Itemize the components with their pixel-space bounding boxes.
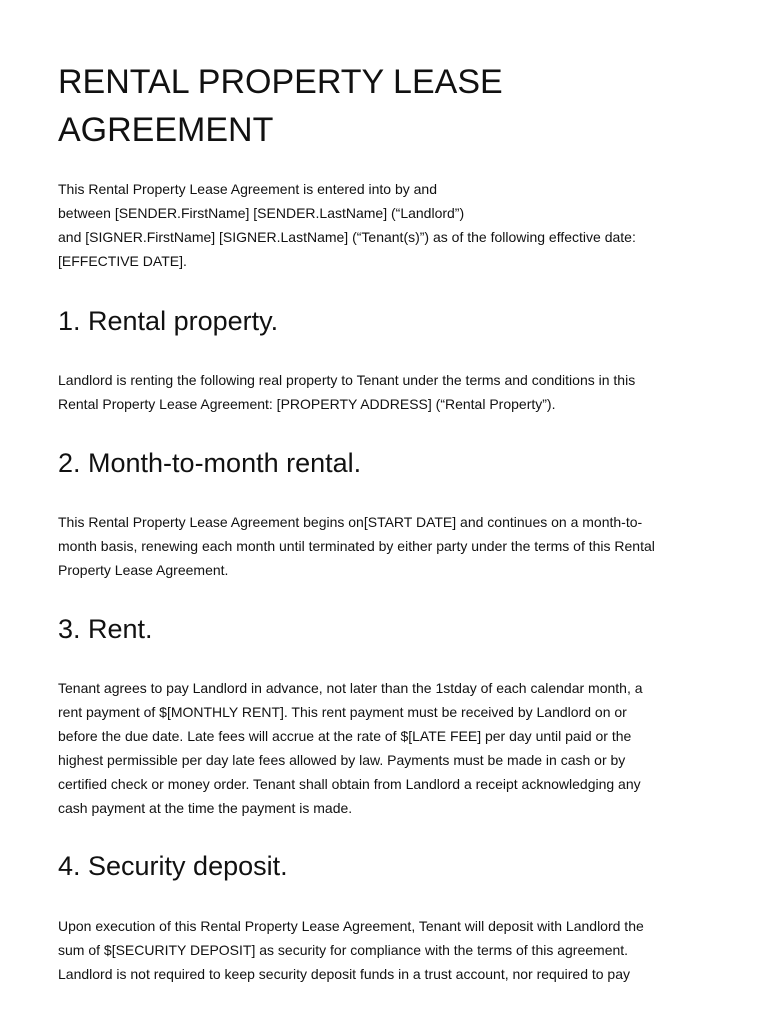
text-line: [EFFECTIVE DATE]. xyxy=(58,253,187,269)
text-line: and [SIGNER.FirstName] [SIGNER.LastName] (“Tenant(s)”) as of the following effective date: xyxy=(58,229,636,245)
text-line: Rental Property Lease Agreement: [PROPERTY ADDRESS] (“Rental Property”). xyxy=(58,396,556,412)
text-line: cash payment at the time the payment is made. xyxy=(58,800,353,816)
text-line: Tenant agrees to pay Landlord in advance, not later than the 1stday of each calendar month, a xyxy=(58,680,643,696)
section-body-rental-property xyxy=(58,368,718,416)
text-line: before the due date. Late fees will accrue at the rate of $[LATE FEE] per day until paid or the xyxy=(58,728,632,744)
text-line: certified check or money order. Tenant shall obtain from Landlord a receipt acknowledging any xyxy=(58,776,641,792)
text-line: Landlord is renting the following real property to Tenant under the terms and conditions in this xyxy=(58,372,636,388)
text-line: This Rental Property Lease Agreement begins on[START DATE] and continues on a month-to- xyxy=(58,514,643,530)
section-heading-rent: 3. Rent. xyxy=(58,614,153,644)
section-heading-month-to-month: 2. Month-to-month rental. xyxy=(58,448,362,478)
section-body-rent xyxy=(58,676,718,820)
text-line: between [SENDER.FirstName] [SENDER.LastName] (“Landlord”) xyxy=(58,205,465,221)
text-line: Landlord is not required to keep security deposit funds in a trust account, nor required to pay xyxy=(58,966,631,982)
text-line: This Rental Property Lease Agreement is entered into by and xyxy=(58,181,437,197)
section-heading-rental-property: 1. Rental property. xyxy=(58,306,279,336)
text-line: Property Lease Agreement. xyxy=(58,562,229,578)
text-line: sum of $[SECURITY DEPOSIT] as security for compliance with the terms of this agreement. xyxy=(58,942,629,958)
text-line: month basis, renewing each month until terminated by either party under the terms of this Rental xyxy=(58,538,655,554)
text-line: rent payment of $[MONTHLY RENT]. This rent payment must be received by Landlord on or xyxy=(58,704,627,720)
title-line: RENTAL PROPERTY LEASE xyxy=(58,63,503,101)
section-body-month-to-month xyxy=(58,510,718,582)
document-title xyxy=(58,58,738,154)
section-heading-security-deposit: 4. Security deposit. xyxy=(58,851,288,881)
text-line: highest permissible per day late fees allowed by law. Payments must be made in cash or by xyxy=(58,752,626,768)
section-body-security-deposit xyxy=(58,914,718,986)
intro-paragraph xyxy=(58,177,718,273)
title-line: AGREEMENT xyxy=(58,111,274,149)
text-line: Upon execution of this Rental Property Lease Agreement, Tenant will deposit with Landlord the xyxy=(58,918,644,934)
